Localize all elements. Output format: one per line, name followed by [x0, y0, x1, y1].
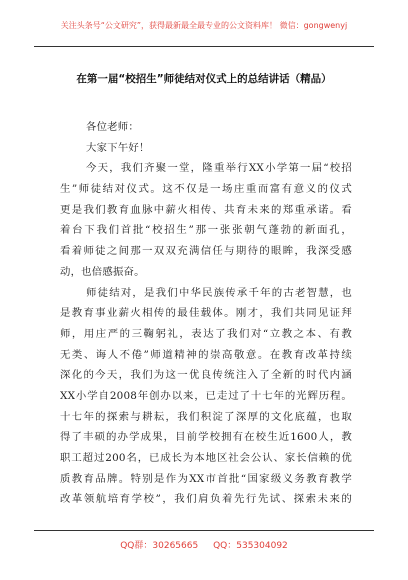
body-line: 无类、诲人不倦”师道精神的崇高敬意。在教育改革持续 — [60, 348, 352, 361]
body-line: 生”师徒结对仪式。这不仅是一场庄重而富有意义的仪式 — [60, 183, 352, 196]
body-line: 更是我们教育血脉中薪火相传、共育未来的郑重承诺。看 — [60, 203, 352, 216]
footer-qq-number: QQ：535304092 — [213, 541, 288, 551]
header-divider — [34, 46, 374, 47]
body-line: 深化的今天，我们为这一优良传统注入了全新的时代内涵 — [60, 369, 352, 382]
document-title: 在第一届“校招生”师徒结对仪式上的总结讲话（精品） — [76, 73, 332, 85]
body-line: 质教育品牌。特别是作为XX市首批“国家级义务教育教学 — [60, 472, 352, 485]
greeting-line: 大家下午好！ — [86, 141, 150, 154]
body-line: 今天，我们齐聚一堂，隆重举行XX小学第一届“校招 — [86, 162, 352, 175]
body-line: 改革领航培育学校”，我们肩负着先行先试、探索未来的 — [60, 493, 352, 506]
body-line: 师徒结对，是我们中华民族传承千年的古老智慧，也 — [86, 286, 352, 299]
footer-qq-group: QQ群：30265665 — [120, 541, 199, 551]
body-line: 职工超过200名，已成长为本地区社会公认、家长信赖的优 — [60, 452, 352, 464]
footer-contacts — [0, 538, 408, 551]
body-line: 看着师徒之间那一双双充满信任与期待的眼眸，我深受感 — [60, 245, 352, 258]
body-line: 动，也倍感振奋。 — [60, 265, 145, 278]
body-line: 得了丰硕的办学成果，目前学校拥有在校生近1600人，教 — [60, 431, 352, 444]
body-line: XX小学自2008年创办以来，已走过了十七年的光辉历程。 — [60, 389, 352, 402]
body-line: 十七年的探索与耕耘，我们积淀了深厚的文化底蕴，也取 — [60, 410, 352, 423]
body-line: 师，用庄严的三鞠躬礼，表达了我们对“立教之本、有教 — [60, 327, 352, 340]
header-promo-text: 关注头条号“公文研究”，获得最新最全最专业的公文资料库！ 微信：gongwenyj — [60, 21, 348, 30]
salutation-line: 各位老师： — [86, 121, 139, 133]
body-line: 着台下我们首批“校招生”那一张张朝气蓬勃的新面孔， — [60, 224, 352, 237]
footer-divider — [34, 530, 374, 531]
document-body — [60, 117, 352, 510]
body-line: 是教育事业薪火相传的最佳载体。刚才，我们共同见证拜 — [60, 307, 352, 320]
